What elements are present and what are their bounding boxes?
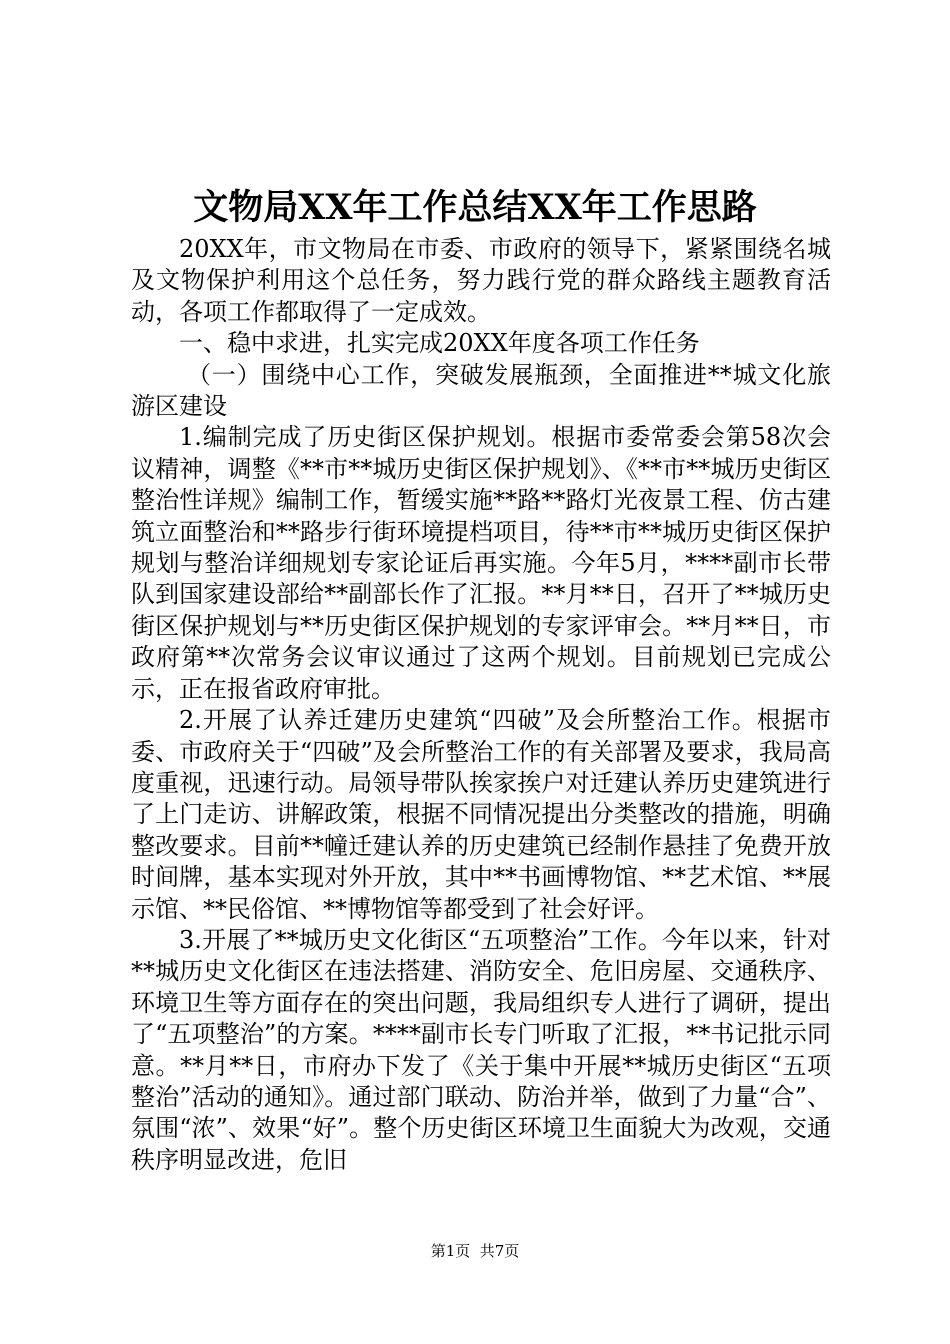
intro-paragraph: 20XX年，市文物局在市委、市政府的领导下，紧紧围绕名城及文物保护利用这个总任务，努力践行党的群众路线主题教育活动，各项工作都取得了一定成效。 [131,235,831,326]
body-paragraph: 2.开展了认养迁建历史建筑“四破”及会所整治工作。根据市委、市政府关于“四破”及会所整治工作的有关部署及要求，我局高度重视，迅速行动。局领导带队挨家挨户对迁建认养历史建筑进行了上门走访、讲解政策，根据不同情况提出分类整改的措施，明确整改要求。目前**幢迁建认养的历史建筑已经制作悬挂了免费开放时间牌，基本实现对外开放，其中**书画博物馆、**艺术馆、**展示馆、**民俗馆、**博物馆等都受到了社会好评。 [131,706,831,923]
body-paragraph: 3.开展了**城历史文化街区“五项整治”工作。今年以来，针对**城历史文化街区在违法搭建、消防安全、危旧房屋、交通秩序、环境卫生等方面存在的突出问题，我局组织专人进行了调研，提出了“五项整治”的方案。****副市长专门听取了汇报，**书记批示同意。**月**日，市府办下发了《关于集中开展**城历史街区“五项整治”活动的通知》。通过部门联动、防治并举，做到了力量“合”、氛围“浓”、效果“好”。整个历史街区环境卫生面貌大为改观，交通秩序明显改进，危旧 [131,925,831,1174]
section-heading: 一、稳中求进，扎实完成20XX年度各项工作任务 [179,329,700,358]
page-footer: 第1页 共7页 [430,1242,520,1260]
document-title: 文物局XX年工作总结XX年工作思路 [193,187,757,228]
subsection-heading: （一）围绕中心工作，突破发展瓶颈，全面推进**城文化旅游区建设 [131,360,831,421]
document-body [131,234,831,1176]
body-paragraph: 1.编制完成了历史街区保护规划。根据市委常委会第58次会议精神，调整《**市**城历史街区保护规划》、《**市**城历史街区整治性详规》编制工作，暂缓实施**路**路灯光夜景工程、仿古建筑立面整治和**路步行街环境提档项目，待**市**城历史街区保护规划与整治详细规划专家论证后再实施。今年5月，****副市长带队到国家建设部给**副部长作了汇报。**月**日，召开了**城历史街区保护规划与**历史街区保护规划的专家评审会。**月**日，市政府第**次常务会议审议通过了这两个规划。目前规划已完成公示，正在报省政府审批。 [131,423,831,703]
